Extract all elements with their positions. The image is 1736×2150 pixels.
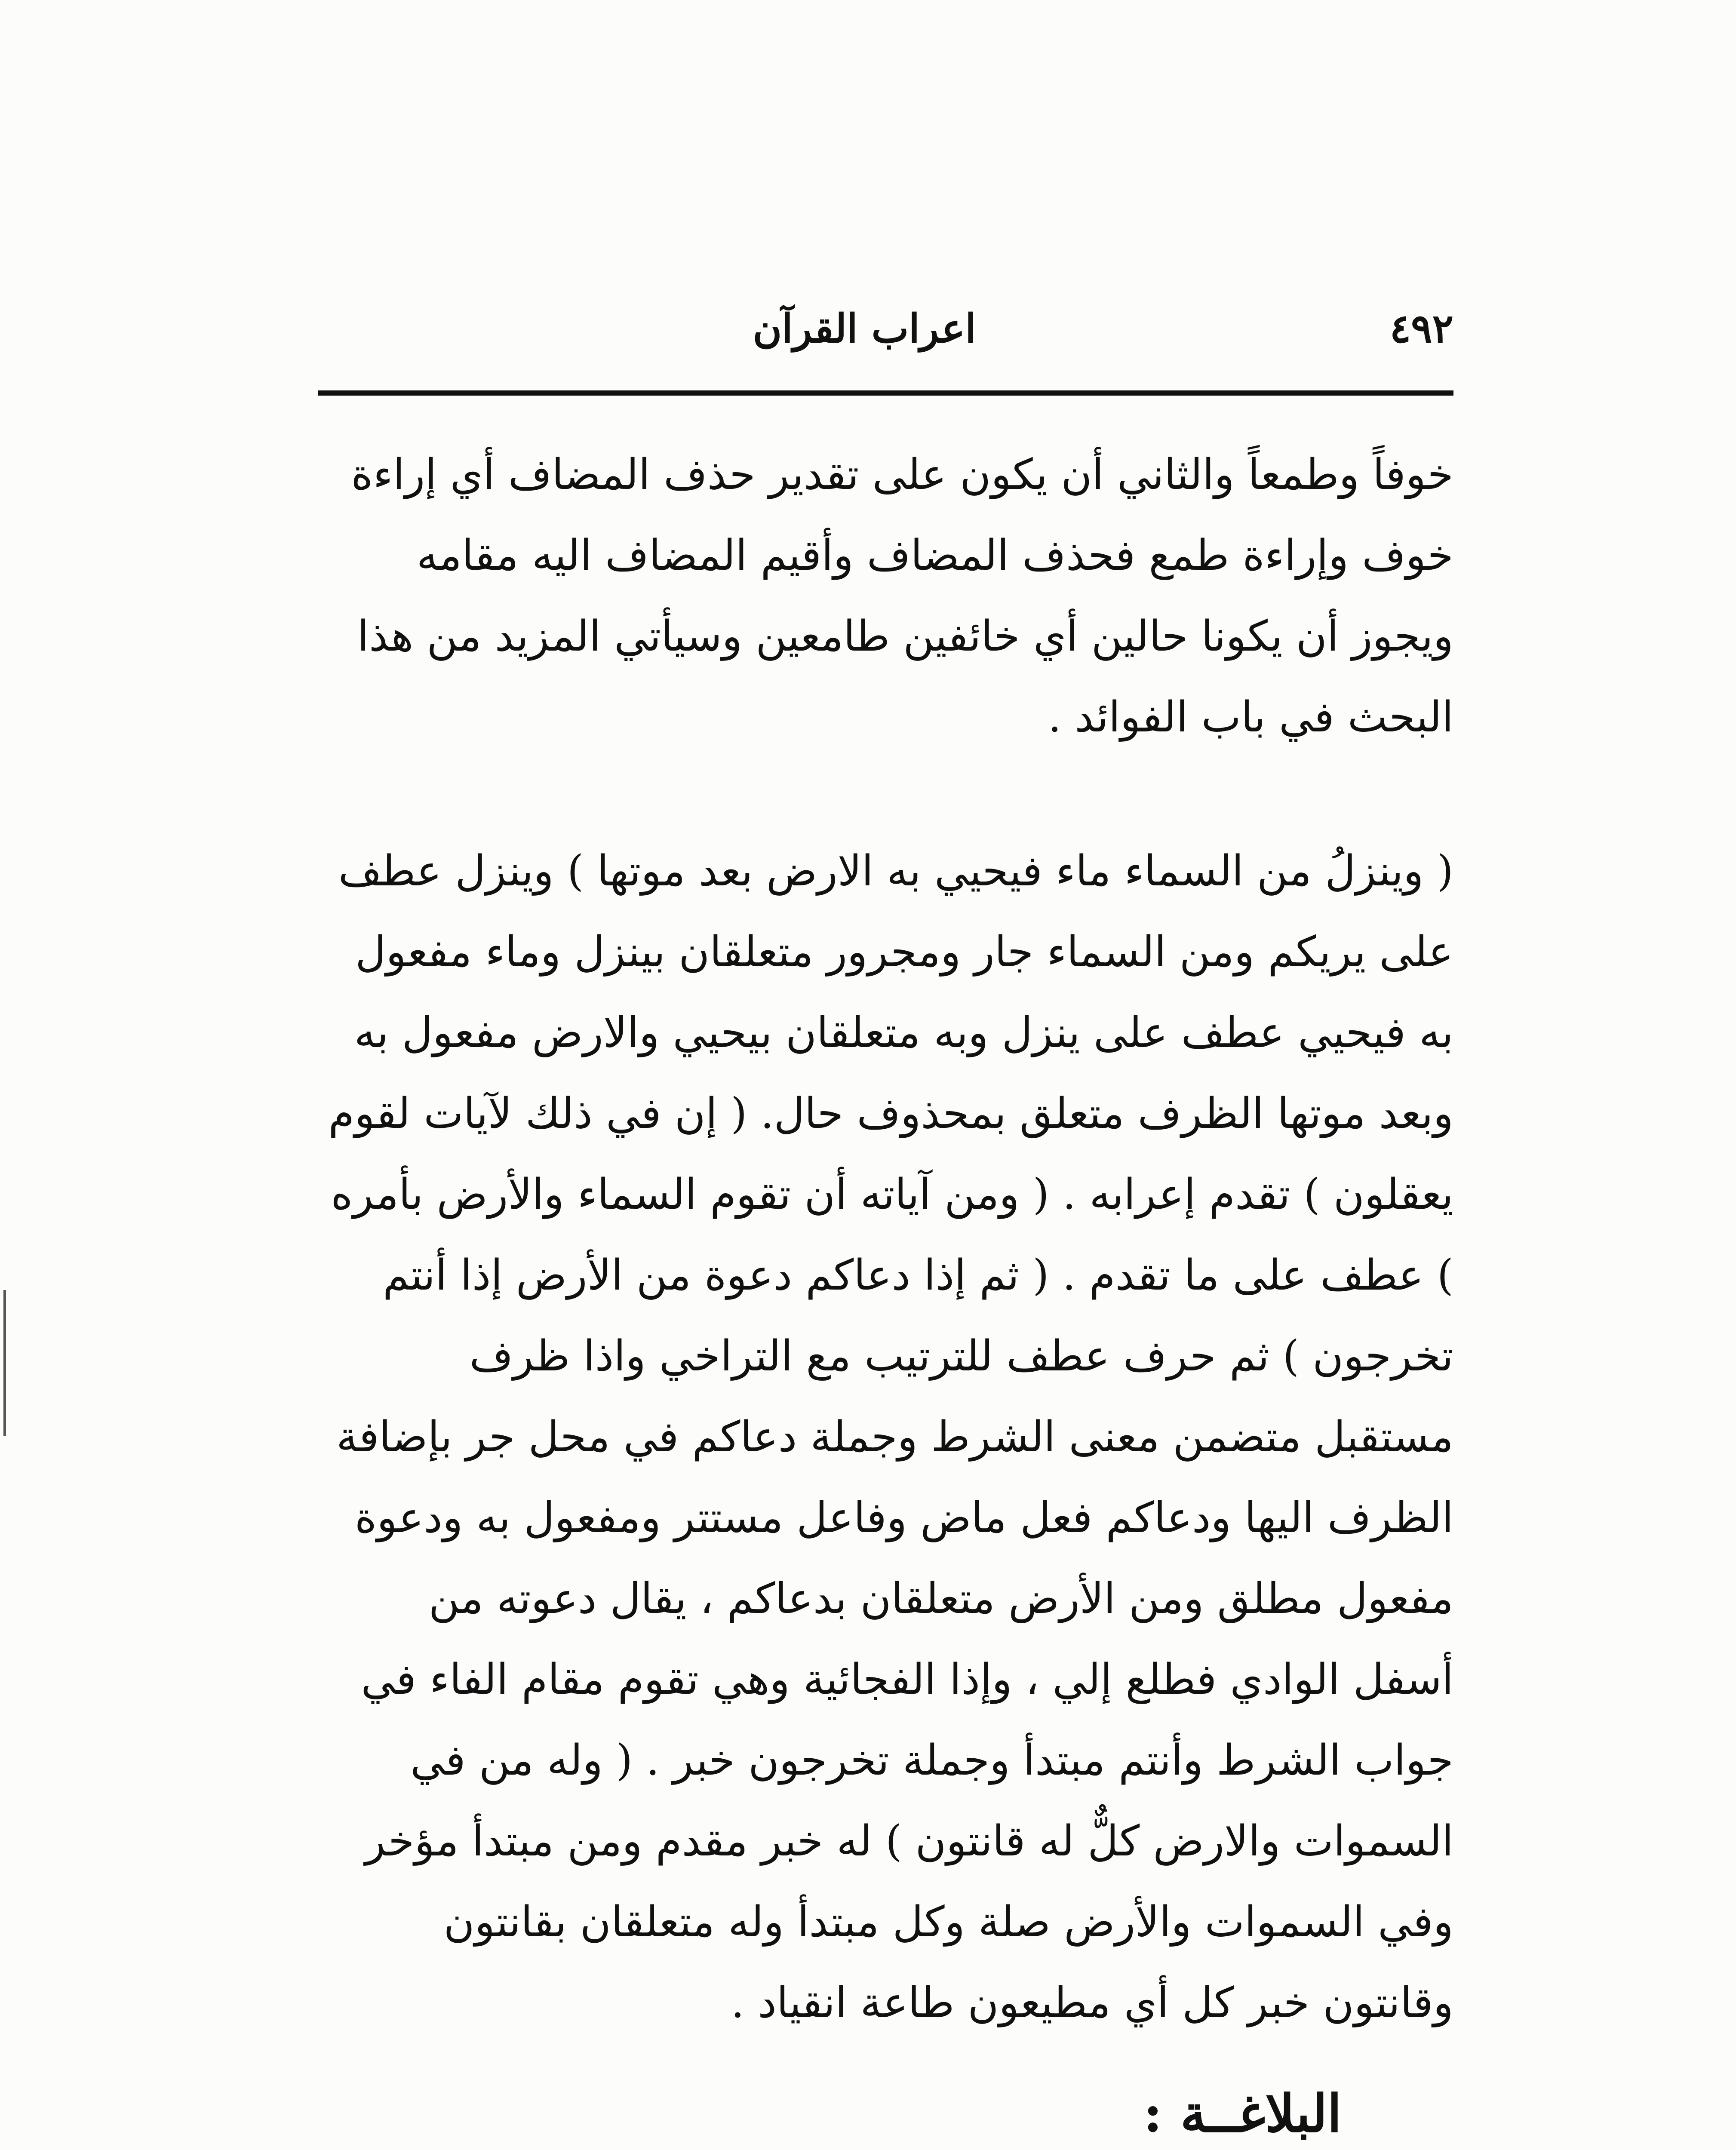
page-body bbox=[318, 434, 1453, 2150]
paragraph-1: خوفاً وطمعاً والثاني أن يكون على تقدير حذف المضاف أي إراءة خوف وإراءة طمع فحذف المضاف وأقيم المضاف اليه مقامه ويجوز أن يكونا حالين أي خائفين طامعين وسيأتي المزيد من هذا البحث في باب الفوائد . bbox=[351, 450, 1453, 742]
paragraph-spacer bbox=[318, 758, 1453, 831]
scan-edge-mark bbox=[3, 1290, 6, 1436]
running-title: اعراب القرآن bbox=[753, 305, 976, 352]
page-header bbox=[318, 297, 1453, 374]
paragraph-2: ( وينزلُ من السماء ماء فيحيي به الارض بعد موتها ) وينزل عطف على يريكم ومن السماء جار ومجرور متعلقان بينزل وماء مفعول به فيحيي عطف على ينزل وبه متعلقان بيحيي والارض مفعول به وبعد موتها الظرف متعلق بمحذوف حال. ( إن في ذلك لآيات لقوم يعقلون ) تقدم إعرابه . ( ومن آياته أن تقوم السماء والأرض بأمره ) عطف على ما تقدم . ( ثم إذا دعاكم دعوة من الأرض إذا أنتم تخرجون ) ثم حرف عطف للترتيب مع التراخي واذا ظرف مستقبل متضمن معنى الشرط وجملة دعاكم في محل جر بإضافة الظرف اليها ودعاكم فعل ماض وفاعل مستتر ومفعول به ودعوة مفعول مطلق ومن الأرض متعلقان بدعاكم ، يقال دعوته من أسفل الوادي فطلع إلي ، وإذا الفجائية وهي تقوم مقام الفاء في جواب الشرط وأنتم مبتدأ وجملة تخرجون خبر . ( وله من في السموات والارض كلٌّ له قانتون ) له خبر مقدم ومن مبتدأ مؤخر وفي السموات والأرض صلة وكل مبتدأ وله متعلقان بقانتون وقانتون خبر كل أي مطيعون طاعة انقياد . bbox=[328, 847, 1453, 2027]
header-rule bbox=[318, 390, 1453, 396]
page-number: ٤٩٢ bbox=[1389, 305, 1453, 352]
section-heading: البلاغــة : bbox=[1143, 2083, 1342, 2144]
